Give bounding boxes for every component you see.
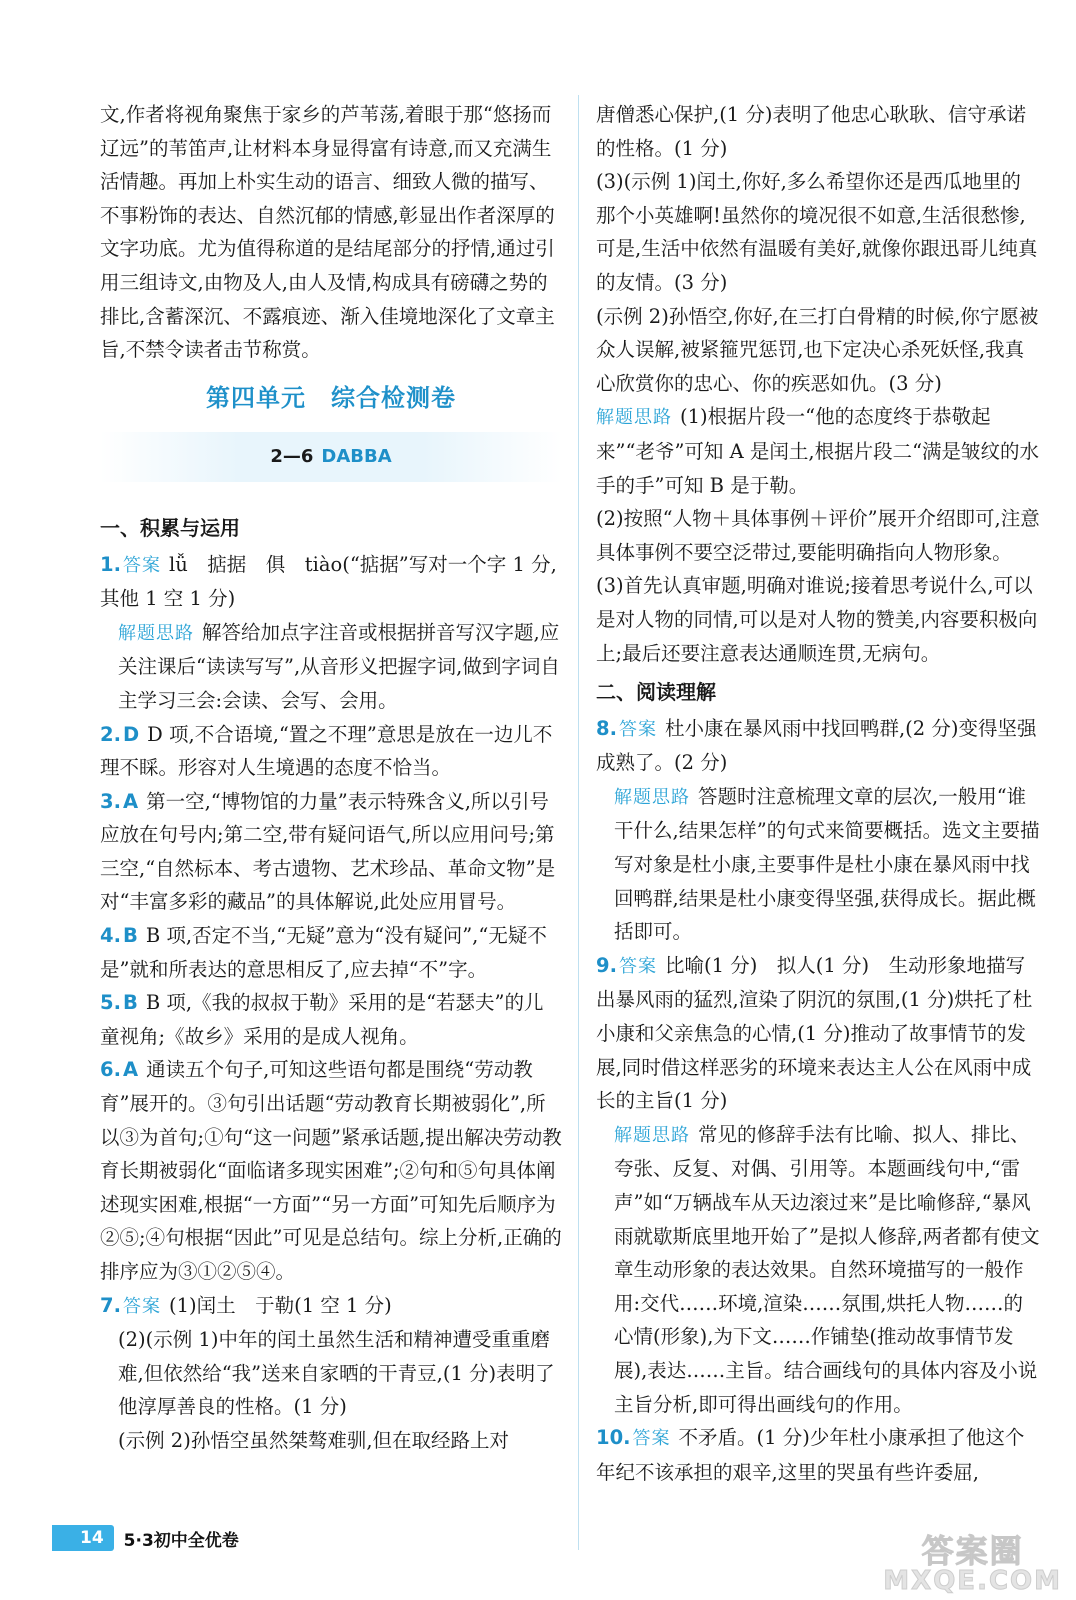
- question-7-part-3-example-2: (示例 2)孙悟空,你好,在三打白骨精的时候,你宁愿被众人误解,被紧箍咒惩罚,也下定决心杀死妖怪,我真心欣赏你的忠心、你的疾恶如仇。(3 分): [596, 304, 1039, 395]
- question-7: [100, 1289, 562, 1324]
- hint-text: 解答给加点字注音或根据拼音写汉字题,应关注课后“读读写写”,从音形义把握字词,做到字词自主学习三会:会读、会写、会用。: [118, 620, 560, 712]
- answer-letter: A: [122, 789, 139, 813]
- right-column: [596, 98, 1040, 1489]
- answer-text: 比喻(1 分) 拟人(1 分) 生动形象地描写出暴风雨的猛烈,渲染了阴沉的氛围,(1 分)烘托了杜小康和父亲焦急的心情,(1 分)推动了故事情节的发展,同时借这样恶劣的环境来表达主人公在风雨中成长的主旨(1 分): [596, 953, 1033, 1113]
- page-footer: [52, 1525, 239, 1551]
- question-2: [100, 718, 562, 785]
- answer-text: (1)闰土 于勒(1 空 1 分): [168, 1293, 392, 1317]
- hint-tag: 解题思路: [614, 786, 690, 808]
- watermark-url: MXQE.COM: [883, 1566, 1062, 1596]
- question-number: 4.: [100, 924, 121, 948]
- question-9-hint: [596, 1118, 1040, 1421]
- question-7-part-2: (2)(示例 1)中年的闰土虽然生活和精神遭受重重磨难,但依然给“我”送来自家晒的干青豆,(1 分)表明了他淳厚善良的性格。(1 分): [118, 1328, 555, 1419]
- hint-text: (1)根据片段一“他的态度终于恭敬起来”“老爷”可知 A 是闰土,根据片段二“满是皱纹的水手的手”可知 B 是于勒。: [596, 405, 1040, 497]
- question-7-continuation: 唐僧悉心保护,(1 分)表明了他忠心耿耿、信守承诺的性格。(1 分): [596, 103, 1027, 160]
- answer-text: D 项,不合语境,“置之不理”意思是放在一边儿不理不睬。形容对人生境遇的态度不恰当。: [100, 722, 553, 780]
- watermark-logo: 答案圈: [921, 1532, 1024, 1570]
- question-number: 3.: [100, 789, 121, 813]
- hint-tag: 解题思路: [118, 622, 194, 644]
- answer-letter: B: [122, 991, 138, 1015]
- question-7-part-2-example-2: (示例 2)孙悟空虽然桀骜难驯,但在取经路上对: [118, 1428, 510, 1452]
- answer-letter: D: [122, 722, 140, 746]
- answer-tag: 答案: [122, 554, 161, 576]
- hint-tag: 解题思路: [596, 407, 672, 429]
- question-8-hint: [596, 780, 1040, 949]
- watermark: [883, 1526, 1062, 1596]
- answer-text: B 项,否定不当,“无疑”意为“没有疑问”,“无疑不是”就和所表达的意思相反了,应去掉“不”字。: [100, 924, 547, 981]
- question-number: 8.: [596, 716, 617, 740]
- answer-text: lǚ 掂据 俱 tiào(“掂据”写对一个字 1 分,其他 1 空 1 分): [100, 552, 557, 611]
- question-number: 1.: [100, 552, 121, 576]
- hint-text: 答题时注意梳理文章的层次,一般用“谁干什么,结果怎样”的句式来简要概括。选文主要描写对象是杜小康,主要事件是杜小康在暴风雨中找回鸭群,结果是杜小康变得坚强,获得成长。据此概括即可。: [614, 784, 1040, 944]
- question-7-hint-2: (2)按照“人物＋具体事例＋评价”展开介绍即可,注意具体事例不要空泛带过,要能明确指向人物形象。: [596, 507, 1040, 564]
- answer-tag: 答案: [618, 718, 657, 740]
- left-column: [100, 98, 562, 1458]
- answer-letter: A: [122, 1058, 139, 1082]
- section-title-accumulation: 一、积累与运用: [100, 515, 240, 540]
- answer-tag: 答案: [632, 1428, 671, 1450]
- question-5: [100, 986, 562, 1053]
- column-divider: [578, 95, 579, 1550]
- question-number: 5.: [100, 991, 121, 1015]
- answer-text: B 项,《我的叔叔于勒》采用的是“若瑟夫”的儿童视角;《故乡》采用的是成人视角。: [100, 991, 544, 1048]
- answer-text: 第一空,“博物馆的力量”表示特殊含义,所以引号应放在句号内;第二空,带有疑问语气,所以应用问号;第三空,“自然标本、考古遗物、艺术珍品、革命文物”是对“丰富多彩的藏品”的具体解说,此处应用冒号。: [100, 789, 556, 914]
- question-7-hint-3: (3)首先认真审题,明确对谁说;接着思考说什么,可以是对人物的同情,可以是对人物的赞美,内容要积极向上;最后还要注意表达通顺连贯,无病句。: [596, 574, 1038, 665]
- question-number: 10.: [596, 1426, 631, 1450]
- brand-label: 5·3初中全优卷: [123, 1530, 239, 1551]
- question-9: [596, 949, 1040, 1118]
- answer-text: 不矛盾。(1 分)少年杜小康承担了他这个年纪不该承担的艰辛,这里的哭虽有些许委屈,: [596, 1426, 1025, 1484]
- question-number: 7.: [100, 1293, 121, 1317]
- answer-key-row: [100, 432, 562, 482]
- question-8: [596, 712, 1040, 780]
- intro-paragraph: 文,作者将视角聚焦于家乡的芦苇荡,着眼于那“悠扬而辽远”的苇笛声,让材料本身显得富有诗意,而又充满生活情趣。再加上朴实生动的语言、细致人微的描写、不事粉饰的表达、自然沉郁的情感,彰显出作者深厚的文字功底。尤为值得称道的是结尾部分的抒情,通过引用三组诗文,由物及人,由人及情,构成具有磅礴之势的排比,含蓄深沉、不露痕迹、渐入佳境地深化了文章主旨,不禁令读者击节称赏。: [100, 103, 555, 362]
- answer-letter: B: [122, 924, 138, 948]
- question-1: [100, 548, 562, 616]
- question-number: 9.: [596, 953, 617, 977]
- question-6: [100, 1053, 562, 1288]
- answer-tag: 答案: [618, 955, 657, 977]
- answer-tag: 答案: [122, 1295, 161, 1317]
- answer-text: 通读五个句子,可知这些语句都是围绕“劳动教育”展开的。③句引出话题“劳动教育长期被弱化”,所以③为首句;①句“这一问题”紧承话题,提出解决劳动教育长期被弱化“面临诸多现实困难”;②句和⑤句具体阐述现实困难,根据“一方面”“另一方面”可知先后顺序为②⑤;④句根据“因此”可见是总结句。综上分析,正确的排序应为③①②⑤④。: [100, 1058, 562, 1283]
- section-title-reading: 二、阅读理解: [596, 680, 716, 705]
- unit-title: 第四单元 综合检测卷: [206, 382, 456, 412]
- question-7-hint-1: [596, 400, 1040, 502]
- answer-text: 杜小康在暴风雨中找回鸭群,(2 分)变得坚强成熟了。(2 分): [596, 716, 1037, 775]
- question-7-part-3: (3)(示例 1)闰土,你好,多么希望你还是西瓜地里的那个小英雄啊!虽然你的境况很不如意,生活很愁惨,可是,生活中依然有温暖有美好,就像你跟迅哥儿纯真的友情。(3 分): [596, 170, 1038, 294]
- answer-key-label: 2—6: [270, 446, 314, 468]
- question-number: 2.: [100, 722, 121, 746]
- question-4: [100, 919, 562, 986]
- hint-text: 常见的修辞手法有比喻、拟人、排比、夸张、反复、对偶、引用等。本题画线句中,“雷声”如“万辆战车从天边滚过来”是比喻修辞,“暴风雨就歇斯底里地开始了”是拟人修辞,两者都有使文章生动形象的表达效果。自然环境描写的一般作用:交代……环境,渲染……氛围,烘托人物……的心情(形象),为下文……作铺垫(推动故事情节发展),表达……主旨。结合画线句的具体内容及小说主旨分析,即可得出画线句的作用。: [614, 1122, 1040, 1416]
- hint-tag: 解题思路: [614, 1124, 690, 1146]
- question-3: [100, 785, 562, 919]
- question-1-hint: [100, 616, 562, 718]
- page-number: 14: [52, 1525, 114, 1551]
- question-number: 6.: [100, 1058, 121, 1082]
- question-10: [596, 1421, 1040, 1489]
- answer-key-value: DABBA: [321, 446, 392, 468]
